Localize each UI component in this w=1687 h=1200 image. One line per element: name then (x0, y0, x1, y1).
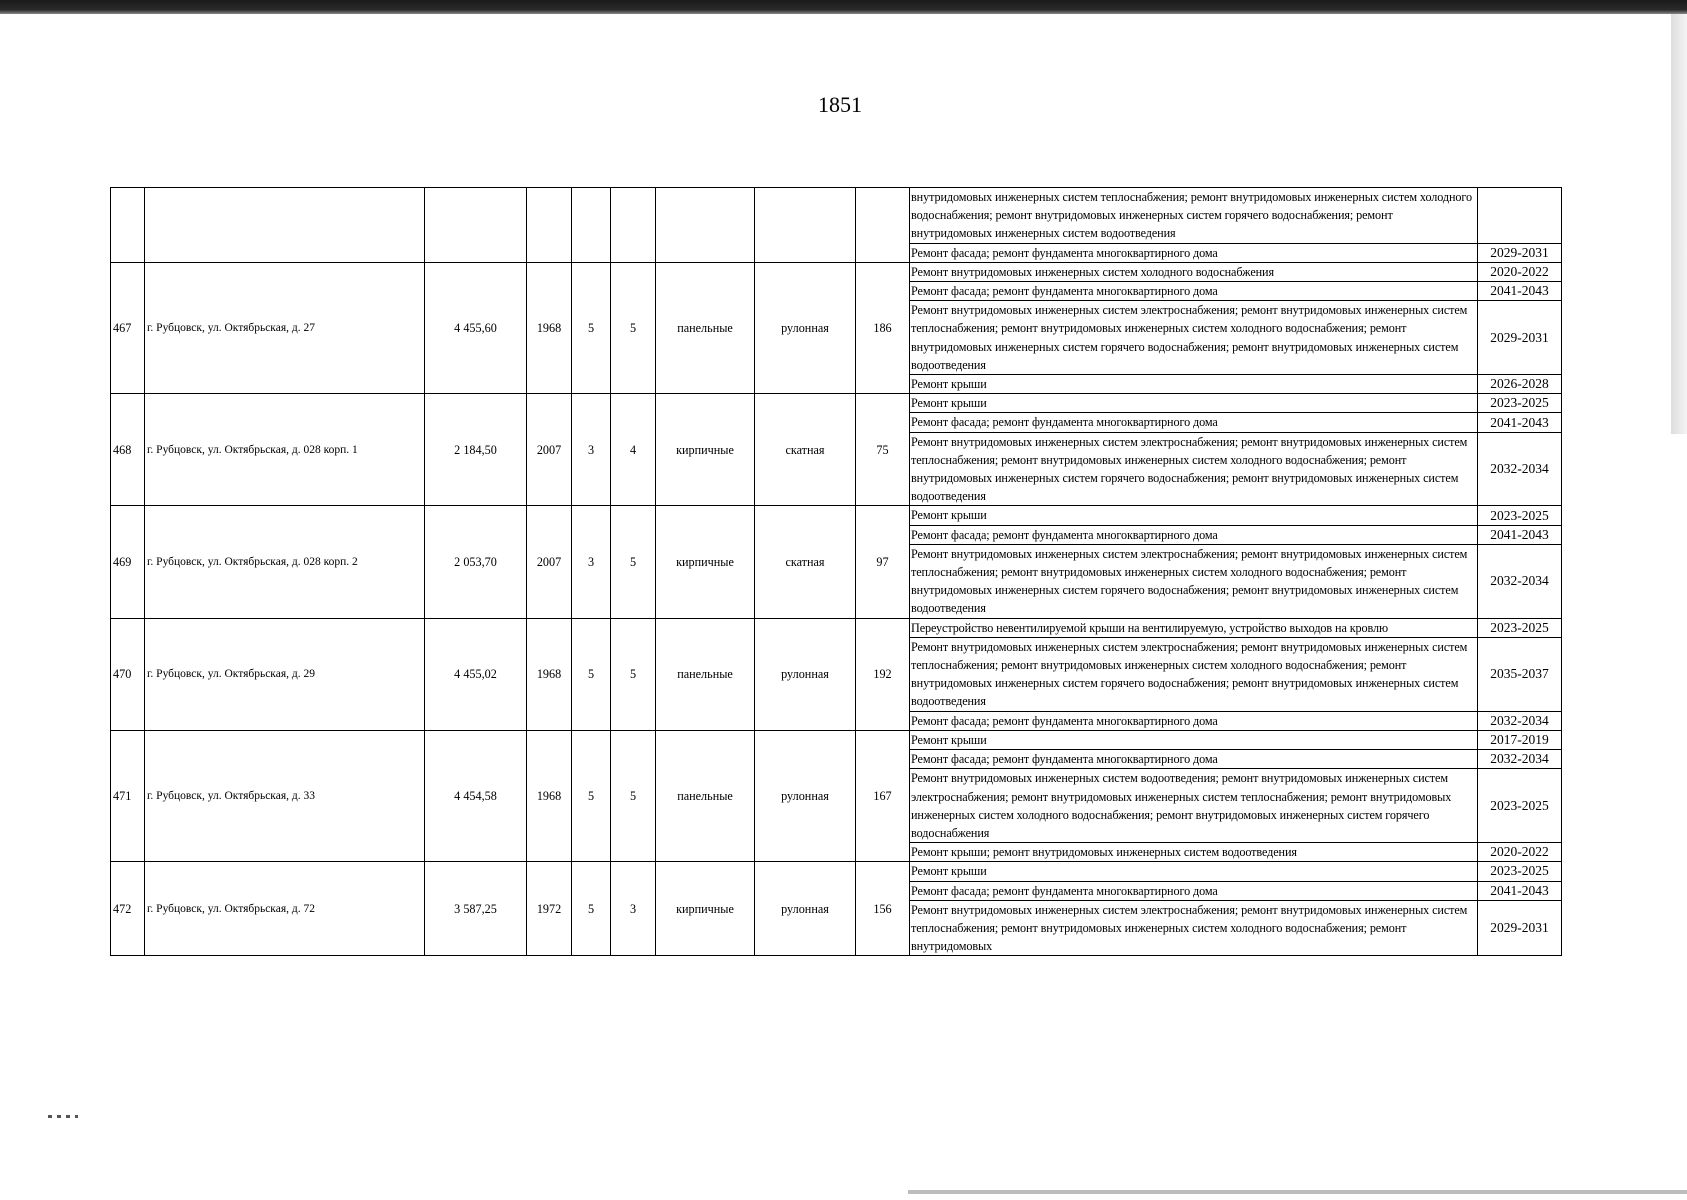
cell-entrances: 5 (611, 618, 656, 730)
cell-residents: 186 (856, 262, 910, 393)
cell-work: Ремонт фасада; ремонт фундамента многоквартирного дома (910, 243, 1478, 262)
cell-area: 4 455,60 (425, 262, 527, 393)
cell-floors: 5 (572, 862, 611, 956)
scan-border-top (0, 0, 1687, 14)
cell-area: 4 455,02 (425, 618, 527, 730)
cell-roof: рулонная (755, 262, 856, 393)
cell-address: г. Рубцовск, ул. Октябрьская, д. 29 (145, 618, 425, 730)
table-row (111, 862, 1562, 881)
cell-num: 469 (111, 506, 145, 618)
cell-work: Ремонт внутридомовых инженерных систем электроснабжения; ремонт внутридомовых инженерных систем теплоснабжения; ремонт внутридомовых инженерных систем холодного водоснабжения; ремонт внутридомовых инженерных систем горячего водоснабжения; ремонт внутридомовых инженерных систем водоотведения (910, 301, 1478, 375)
cell-year: 1968 (527, 262, 572, 393)
cell-work: Ремонт фасада; ремонт фундамента многоквартирного дома (910, 881, 1478, 900)
cell-year: 1968 (527, 618, 572, 730)
cell-residents: 75 (856, 394, 910, 506)
cell-period: 2020-2022 (1478, 262, 1562, 281)
cell-period: 2029-2031 (1478, 301, 1562, 375)
cell-walls: кирпичные (656, 506, 755, 618)
cell-num: 468 (111, 394, 145, 506)
table-body (111, 188, 1562, 956)
cell-work: Ремонт внутридомовых инженерных систем электроснабжения; ремонт внутридомовых инженерных систем теплоснабжения; ремонт внутридомовых инженерных систем холодного водоснабжения; ремонт внутридомовых инженерных систем горячего водоснабжения; ремонт внутридомовых инженерных систем водоотведения (910, 637, 1478, 711)
cell-year: 1972 (527, 862, 572, 956)
cell-roof: скатная (755, 506, 856, 618)
cell-period: 2029-2031 (1478, 243, 1562, 262)
table-row (111, 618, 1562, 637)
cell-residents (856, 188, 910, 263)
cell-floors: 3 (572, 506, 611, 618)
cell-period: 2032-2034 (1478, 750, 1562, 769)
cell-work: Ремонт крыши (910, 730, 1478, 749)
cell-num: 470 (111, 618, 145, 730)
table-row (111, 730, 1562, 749)
cell-address: г. Рубцовск, ул. Октябрьская, д. 028 корп. 2 (145, 506, 425, 618)
cell-address: г. Рубцовск, ул. Октябрьская, д. 27 (145, 262, 425, 393)
cell-walls: панельные (656, 730, 755, 861)
cell-floors: 3 (572, 394, 611, 506)
repair-schedule-table (110, 187, 1562, 956)
cell-work: Ремонт внутридомовых инженерных систем электроснабжения; ремонт внутридомовых инженерных систем теплоснабжения; ремонт внутридомовых инженерных систем холодного водоснабжения; ремонт внутридомовых инженерных систем горячего водоснабжения; ремонт внутридомовых инженерных систем водоотведения (910, 432, 1478, 506)
cell-period: 2032-2034 (1478, 432, 1562, 506)
cell-period: 2020-2022 (1478, 843, 1562, 862)
cell-address: г. Рубцовск, ул. Октябрьская, д. 72 (145, 862, 425, 956)
cell-period: 2023-2025 (1478, 394, 1562, 413)
table-row (111, 506, 1562, 525)
cell-work: Ремонт внутридомовых инженерных систем водоотведения; ремонт внутридомовых инженерных систем электроснабжения; ремонт внутридомовых инженерных систем теплоснабжения; ремонт внутридомовых инженерных систем холодного водоснабжения; ремонт внутридомовых инженерных систем горячего водоснабжения (910, 769, 1478, 843)
cell-roof (755, 188, 856, 263)
cell-work: Ремонт внутридомовых инженерных систем холодного водоснабжения (910, 262, 1478, 281)
cell-entrances: 5 (611, 262, 656, 393)
cell-work: Ремонт крыши (910, 506, 1478, 525)
table-row-continuation (111, 188, 1562, 244)
cell-address: г. Рубцовск, ул. Октябрьская, д. 028 корп. 1 (145, 394, 425, 506)
cell-num: 471 (111, 730, 145, 861)
cell-work: внутридомовых инженерных систем теплоснабжения; ремонт внутридомовых инженерных систем холодного водоснабжения; ремонт внутридомовых инженерных систем горячего водоснабжения; ремонт внутридомовых инженерных систем водоотведения (910, 188, 1478, 244)
cell-period: 2017-2019 (1478, 730, 1562, 749)
cell-address: г. Рубцовск, ул. Октябрьская, д. 33 (145, 730, 425, 861)
cell-area: 2 184,50 (425, 394, 527, 506)
cell-area (425, 188, 527, 263)
cell-floors: 5 (572, 618, 611, 730)
cell-work: Ремонт фасада; ремонт фундамента многоквартирного дома (910, 282, 1478, 301)
cell-address (145, 188, 425, 263)
cell-work: Ремонт крыши (910, 862, 1478, 881)
cell-num: 472 (111, 862, 145, 956)
cell-walls: панельные (656, 262, 755, 393)
cell-area: 2 053,70 (425, 506, 527, 618)
cell-area: 3 587,25 (425, 862, 527, 956)
cell-year: 2007 (527, 394, 572, 506)
scan-speck (48, 1115, 78, 1118)
cell-work: Ремонт внутридомовых инженерных систем электроснабжения; ремонт внутридомовых инженерных систем теплоснабжения; ремонт внутридомовых инженерных систем холодного водоснабжения; ремонт внутридомовых (910, 900, 1478, 956)
cell-period: 2029-2031 (1478, 900, 1562, 956)
cell-floors (572, 188, 611, 263)
cell-roof: рулонная (755, 730, 856, 861)
table-row (111, 262, 1562, 281)
cell-work: Ремонт фасада; ремонт фундамента многоквартирного дома (910, 750, 1478, 769)
cell-work: Переустройство невентилируемой крыши на вентилируемую, устройство выходов на кровлю (910, 618, 1478, 637)
cell-entrances: 3 (611, 862, 656, 956)
cell-roof: рулонная (755, 618, 856, 730)
cell-residents: 97 (856, 506, 910, 618)
cell-entrances: 4 (611, 394, 656, 506)
cell-area: 4 454,58 (425, 730, 527, 861)
cell-period: 2041-2043 (1478, 525, 1562, 544)
cell-period: 2035-2037 (1478, 637, 1562, 711)
cell-walls (656, 188, 755, 263)
cell-residents: 192 (856, 618, 910, 730)
cell-period: 2041-2043 (1478, 881, 1562, 900)
cell-work: Ремонт внутридомовых инженерных систем электроснабжения; ремонт внутридомовых инженерных систем теплоснабжения; ремонт внутридомовых инженерных систем холодного водоснабжения; ремонт внутридомовых инженерных систем горячего водоснабжения; ремонт внутридомовых инженерных систем водоотведения (910, 544, 1478, 618)
cell-walls: кирпичные (656, 394, 755, 506)
cell-residents: 156 (856, 862, 910, 956)
cell-period: 2023-2025 (1478, 506, 1562, 525)
scan-border-right (1671, 14, 1687, 434)
page-number: 1851 (818, 92, 862, 117)
cell-roof: скатная (755, 394, 856, 506)
cell-entrances: 5 (611, 730, 656, 861)
cell-floors: 5 (572, 262, 611, 393)
cell-work: Ремонт фасада; ремонт фундамента многоквартирного дома (910, 711, 1478, 730)
cell-work: Ремонт крыши (910, 394, 1478, 413)
cell-roof: рулонная (755, 862, 856, 956)
scan-border-bottom (908, 1190, 1687, 1194)
cell-period: 2023-2025 (1478, 862, 1562, 881)
cell-walls: кирпичные (656, 862, 755, 956)
cell-period: 2041-2043 (1478, 413, 1562, 432)
cell-period: 2041-2043 (1478, 282, 1562, 301)
cell-num: 467 (111, 262, 145, 393)
table-row (111, 394, 1562, 413)
cell-num (111, 188, 145, 263)
cell-period: 2023-2025 (1478, 618, 1562, 637)
cell-period: 2032-2034 (1478, 544, 1562, 618)
cell-residents: 167 (856, 730, 910, 861)
cell-period: 2032-2034 (1478, 711, 1562, 730)
cell-year: 1968 (527, 730, 572, 861)
cell-work: Ремонт фасада; ремонт фундамента многоквартирного дома (910, 413, 1478, 432)
cell-entrances: 5 (611, 506, 656, 618)
cell-period: 2023-2025 (1478, 769, 1562, 843)
cell-walls: панельные (656, 618, 755, 730)
cell-period (1478, 188, 1562, 244)
cell-floors: 5 (572, 730, 611, 861)
cell-work: Ремонт крыши (910, 375, 1478, 394)
cell-period: 2026-2028 (1478, 375, 1562, 394)
cell-year: 2007 (527, 506, 572, 618)
cell-work: Ремонт крыши; ремонт внутридомовых инженерных систем водоотведения (910, 843, 1478, 862)
cell-work: Ремонт фасада; ремонт фундамента многоквартирного дома (910, 525, 1478, 544)
cell-entrances (611, 188, 656, 263)
cell-year (527, 188, 572, 263)
